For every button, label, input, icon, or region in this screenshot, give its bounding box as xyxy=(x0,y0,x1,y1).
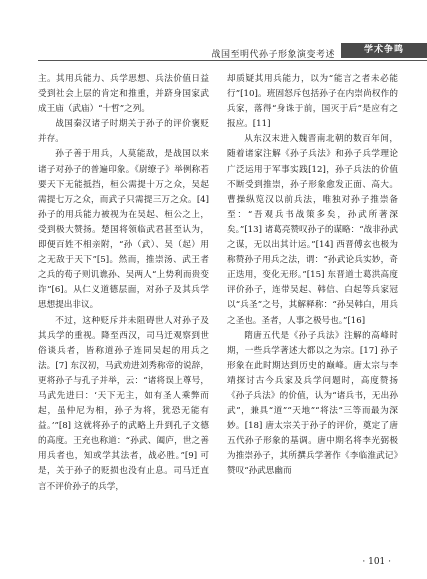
left-column xyxy=(38,72,209,495)
paragraph: 隋唐五代是《孙子兵法》注解的高峰时期，一些兵学著述大都以之为宗。[17] 孙子形象在此时期达到历史的巅峰。唐太宗与李靖探讨古今兵家及兵学问题时，高度赞扬《孙子兵法》的价值，认为“诸兵书，无出孙武”，兼具“道”“天地”“将法”三等而最为深妙。[18] 唐太宗关于孙子的评价，奠定了唐五代孙子形象的基调。唐中期名将李光弼极为推崇孙子，其所撰兵学著作《李临淮武记》赞叹“孙武思幽而 xyxy=(227,330,398,477)
running-header xyxy=(0,0,427,58)
paragraph: 从东汉末进入魏晋南北朝的数百年间，随着诸家注解《孙子兵法》和孙子兵学理论广泛运用于军事实践[12]，孙子兵法的价值不断受到推崇，孙子形象愈发正面、高大。曹操纵览汉以前兵法，唯独对孙子推崇备至：“吾观兵书战策多矣，孙武所著深矣。”[13] 诸葛亮赞叹孙子的谋略：“战非孙武之谋，无以出其计运。”[14] 西晋傅玄也极为称赞孙子用兵之法，谓：“孙武论兵实妙，奇正迭用，变化无形。”[15] 东晋道士葛洪高度评价孙子，连带吴起、韩信、白起等兵家冠以“兵圣”之号，其解释称：“孙吴韩白，用兵之圣也。圣者，人事之极号也。”[16] xyxy=(227,134,398,326)
paragraph: 主。其用兵能力、兵学思想、兵法价值日益受到社会上层的肯定和推重，并跻身国家武成王庙（武庙）“十哲”之列。 xyxy=(38,74,209,115)
paragraph: 不过，这种贬斥并未阻碍世人对孙子及其兵学的重视。降至西汉，司马迁观察到世俗谈兵者，皆称道孙子连同吴起的用兵之法。[7] 东汉初，马武劝进刘秀称帝的说辞，更将孙子与孔子并举，云：“诸将误上尊号，马武先进曰：‘天下无主，如有圣人乘弊而起，虽仲尼为相，孙子为将，犹恐无能有益。’”[8] 这就将孙子的武略上升到孔子文德的高度。王充也称道：“孙武、阖庐，世之善用兵者也，知或学其法者，战必胜。”[9] 可是，关于孙子的贬损也没有止息。司马迁直言不评价孙子的兵学， xyxy=(38,315,209,492)
section-badge: 学术争鸣 xyxy=(341,43,427,58)
header-rule xyxy=(38,60,427,61)
paragraph: 战国秦汉诸子时期关于孙子的评价褒贬并存。 xyxy=(38,119,209,145)
paragraph: 却质疑其用兵能力，以为“能言之者未必能行”[10]。班固怒斥包括孙子在内崇尚权作的兵家，落得“身诛于前，国灭于后”是应有之报应。[11] xyxy=(227,74,398,130)
right-column xyxy=(227,72,398,480)
page-number: · 101 · xyxy=(362,557,391,567)
paragraph: 孙子善于用兵，人莫能敌，是战国以来诸子对孙子的普遍印象。《尉缭子》举例称若要天下无能抵挡，桓公需提十万之众，吴起需提七万之众，而武子只需提三万之众。[4] 孙子的用兵能力被视为在吴起、桓公之上，受到极大赞扬。楚国将领临武君甚至认为，即便百姓不相亲附，“孙（武）、吴（起）用之无敌于天下”[5]。然而，推崇汤、武王者之兵的荀子则讥谯孙、吴两人“上势利而贵变诈”[6]。从仁义道德层面，对孙子及其兵学思想提出非议。 xyxy=(38,149,209,311)
running-title: 战国至明代孙子形象演变考述 xyxy=(211,50,335,60)
